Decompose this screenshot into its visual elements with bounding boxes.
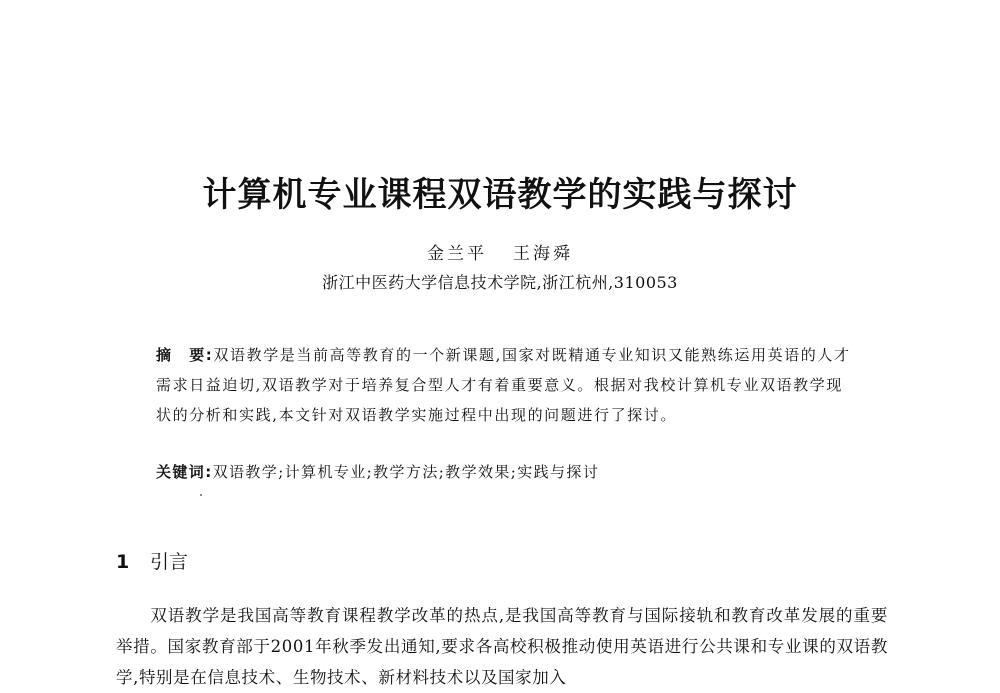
paper-title: 计算机专业课程双语教学的实践与探讨 [202,175,798,215]
abstract-text: 双语教学是当前高等教育的一个新课题,国家对既精通专业知识又能熟练运用英语的人才需求日益迫切,双语教学对于培养复合型人才有着重要意义。根据对我校计算机专业双语教学现状的分析和实践,本文针对双语教学实施过程中出现的问题进行了探讨。 [156,346,851,424]
keywords-label: 关键词: [156,463,213,481]
keywords [156,458,856,486]
author-line [0,242,1000,266]
author-name: 金兰平 [427,244,487,264]
section-title: 引言 [150,551,189,573]
section-number: 1 [116,551,130,573]
author-name: 王海舜 [513,244,573,264]
affiliation: 浙江中医药大学信息技术学院,浙江杭州,310053 [322,273,678,292]
body-paragraph [116,600,888,693]
keywords-text: 双语教学;计算机专业;教学方法;教学效果;实践与探讨 [212,463,600,481]
abstract-label: 摘 要: [156,346,214,364]
paragraph-text: 双语教学是我国高等教育课程教学改革的热点,是我国高等教育与国际接轨和教育改革发展的重要举措。国家教育部于2001年秋季发出通知,要求各高校积极推动使用英语进行公共课和专业课的双语教学,特别是在信息技术、生物技术、新材料技术以及国家加入 [116,606,888,687]
abstract [156,340,856,430]
scan-speck [200,494,202,496]
section-heading [116,548,188,576]
